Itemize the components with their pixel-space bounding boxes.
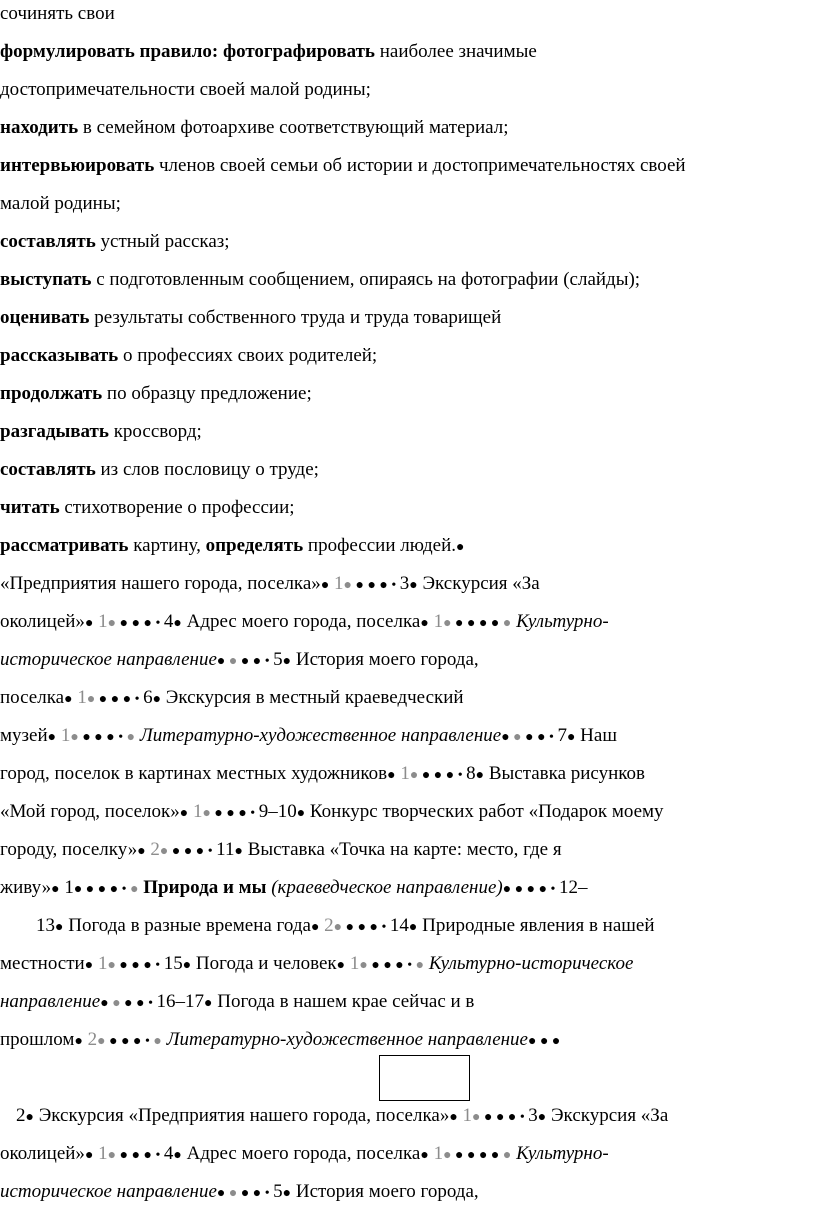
- text-run: ● ● ● •: [95, 692, 144, 707]
- text-run: ●: [112, 996, 121, 1011]
- text-run: устный рассказ;: [95, 231, 230, 252]
- text-line: [0, 344, 377, 368]
- text-run: профессии людей.: [303, 535, 456, 556]
- text-line: [0, 1180, 479, 1206]
- text-line: [0, 610, 609, 636]
- text-run: ●: [234, 844, 243, 859]
- text-run: Экскурсия «За: [417, 573, 540, 594]
- text-run: ●: [216, 654, 229, 669]
- text-run: 1: [428, 611, 444, 632]
- text-line: [0, 154, 686, 178]
- text-run: ●: [443, 1148, 452, 1163]
- text-run: ● ● ● •: [105, 1034, 154, 1049]
- text-run: ●: [333, 920, 343, 935]
- text-run: 1: [93, 1143, 108, 1164]
- text-run: рассматривать: [0, 535, 129, 556]
- text-run: ●: [502, 616, 512, 631]
- text-run: кроссворд;: [108, 421, 202, 442]
- text-run: ●: [472, 1110, 481, 1125]
- text-run: Культурно-историческое: [424, 953, 634, 974]
- text-line: [0, 838, 562, 864]
- text-run: 1: [428, 1143, 444, 1164]
- text-run: Экскурсия «Предприятия нашего города, поселка»: [33, 1105, 450, 1126]
- text-run: Конкурс творческих работ «Подарок моему: [305, 801, 664, 822]
- text-run: составлять: [0, 231, 96, 252]
- text-run: ●: [182, 958, 192, 973]
- text-run: ●: [296, 806, 306, 821]
- text-run: ●: [100, 996, 113, 1011]
- text-run: ●: [70, 730, 79, 745]
- text-run: 1: [72, 687, 87, 708]
- text-run: 1: [457, 1105, 473, 1126]
- text-run: 2: [82, 1029, 98, 1050]
- text-line: [0, 268, 640, 292]
- text-run: разгадывать: [0, 421, 109, 442]
- text-run: «Предприятия нашего города, поселка»: [0, 573, 321, 594]
- text-run: живу»: [0, 877, 52, 898]
- text-run: ●: [359, 958, 368, 973]
- text-run: Погода в разные времена года: [63, 915, 311, 936]
- text-run: Природные явления в нашей: [417, 915, 655, 936]
- text-line: [0, 648, 479, 674]
- text-run: ●: [228, 1186, 238, 1201]
- text-run: направление: [0, 991, 101, 1012]
- text-run: ●: [86, 692, 96, 707]
- text-line: [0, 762, 645, 788]
- text-run: Наш: [575, 725, 617, 746]
- text-run: Погода и человек: [191, 953, 337, 974]
- text-run: Литературно-художественное направление: [161, 1029, 528, 1050]
- text-run: ●: [502, 1148, 512, 1163]
- text-line: [0, 534, 464, 560]
- text-line: [0, 800, 664, 826]
- text-run: прошлом: [0, 1029, 75, 1050]
- text-run: рассказывать: [0, 345, 119, 366]
- text-run: 5: [273, 649, 283, 670]
- text-run: ●: [282, 1186, 292, 1201]
- text-run: околицей»: [0, 1143, 85, 1164]
- text-line: [0, 686, 464, 712]
- text-run: ●: [420, 1148, 429, 1163]
- text-run: ●: [107, 958, 116, 973]
- text-run: определять: [205, 535, 304, 556]
- text-run: 1: [56, 725, 71, 746]
- text-run: ●: [137, 844, 146, 859]
- text-run: 15: [163, 953, 183, 974]
- text-run: ●: [84, 616, 94, 631]
- text-run: ●: [282, 654, 292, 669]
- text-run: историческое направление: [0, 649, 217, 670]
- text-run: ●: [25, 1110, 34, 1125]
- text-run: членов своей семьи об истории и достопримечательностях своей: [154, 155, 686, 176]
- text-run: 2: [145, 839, 160, 860]
- text-line: [0, 990, 474, 1016]
- text-run: ●: [179, 806, 189, 821]
- text-run: ● ● •: [120, 996, 157, 1011]
- text-run: ●: [449, 1110, 458, 1125]
- text-run: Адрес моего города, поселка: [181, 611, 421, 632]
- text-run: ●: [173, 616, 182, 631]
- text-run: Погода в нашем крае сейчас и в: [212, 991, 475, 1012]
- text-run: формулировать правило: фотографировать: [0, 41, 375, 62]
- text-run: ●: [152, 692, 162, 707]
- text-run: ●: [566, 730, 576, 745]
- text-run: ●: [107, 616, 117, 631]
- text-run: результаты собственного труда и труда товарищей: [89, 307, 502, 328]
- text-run: 2: [319, 915, 334, 936]
- text-run: ●: [84, 958, 94, 973]
- text-run: 3: [528, 1105, 538, 1126]
- text-run: ●: [130, 882, 139, 897]
- text-run: Литературно-художественное направление: [135, 725, 502, 746]
- text-run: ● ● ● •: [82, 882, 131, 897]
- text-run: ●: [343, 578, 352, 593]
- text-run: ● ● ● •: [418, 768, 467, 783]
- text-run: 7: [557, 725, 567, 746]
- text-run: 5: [273, 1181, 283, 1202]
- text-run: по образцу предложение;: [102, 383, 312, 404]
- text-run: ●: [107, 1148, 117, 1163]
- text-run: ●: [456, 540, 465, 555]
- text-run: сочинять свои: [0, 3, 115, 24]
- text-run: ● ● ● •: [342, 920, 390, 935]
- text-line: [0, 116, 509, 140]
- text-run: История моего города,: [291, 1181, 479, 1202]
- text-run: ●: [173, 1148, 182, 1163]
- text-run: ●: [202, 806, 211, 821]
- text-run: оценивать: [0, 307, 90, 328]
- text-run: 1: [93, 953, 108, 974]
- text-run: ● ● ● ●: [451, 616, 503, 631]
- text-run: 14: [389, 915, 409, 936]
- text-run: ● ● ● ● •: [502, 882, 559, 897]
- text-run: ● ● ● •: [352, 578, 400, 593]
- text-run: ● ● ● •: [116, 1148, 164, 1163]
- text-run: ●: [320, 578, 330, 593]
- text-run: ●: [74, 1034, 83, 1049]
- text-run: 8: [466, 763, 476, 784]
- text-line: [0, 876, 587, 902]
- text-run: 6: [143, 687, 153, 708]
- text-run: 1: [188, 801, 203, 822]
- text-run: читать: [0, 497, 60, 518]
- text-run: музей: [0, 725, 48, 746]
- text-run: ●: [408, 920, 418, 935]
- text-run: наиболее значимые: [374, 41, 537, 62]
- text-line: [0, 2, 115, 26]
- text-run: ● ● ● ●: [451, 1148, 503, 1163]
- text-run: 1: [59, 877, 74, 898]
- text-run: с подготовленным сообщением, опираясь на фотографии (слайды);: [91, 269, 641, 290]
- text-run: 12–: [558, 877, 588, 898]
- text-run: 13: [36, 915, 55, 936]
- text-run: ●: [228, 654, 238, 669]
- text-run: ● ● ● •: [168, 844, 217, 859]
- text-run: ● ● •: [237, 654, 274, 669]
- text-run: ●: [420, 616, 429, 631]
- text-run: историческое направление: [0, 1181, 217, 1202]
- text-run: составлять: [0, 459, 96, 480]
- text-run: ●: [336, 958, 346, 973]
- text-run: ●: [84, 1148, 94, 1163]
- text-line: [0, 724, 617, 750]
- text-run: ● ● ● •: [367, 958, 416, 973]
- text-run: 1: [329, 573, 344, 594]
- text-run: ●: [126, 730, 136, 745]
- text-run: ●: [387, 768, 396, 783]
- text-run: 1: [345, 953, 360, 974]
- text-run: картину,: [128, 535, 206, 556]
- text-run: околицей»: [0, 611, 85, 632]
- text-run: о профессиях своих родителей;: [118, 345, 378, 366]
- text-run: ● ● ● •: [480, 1110, 529, 1125]
- text-run: 1: [395, 763, 410, 784]
- text-line: [0, 382, 312, 406]
- text-run: ● ● ● •: [115, 958, 164, 973]
- text-run: ●: [501, 730, 514, 745]
- text-run: интервьюировать: [0, 155, 155, 176]
- text-run: из слов пословицу о труде;: [95, 459, 319, 480]
- text-line: [0, 420, 202, 444]
- text-run: ● ● ●: [528, 1034, 561, 1049]
- text-run: ●: [409, 578, 418, 593]
- text-run: 3: [399, 573, 410, 594]
- text-run: малой родины;: [0, 193, 121, 214]
- text-run: ●: [51, 882, 60, 897]
- text-run: ●: [47, 730, 57, 745]
- text-run: 4: [163, 611, 174, 632]
- text-run: достопримечательности своей малой родины;: [0, 79, 371, 100]
- text-run: Экскурсия «За: [546, 1105, 669, 1126]
- text-run: 2: [16, 1105, 26, 1126]
- text-run: Культурно-: [511, 611, 609, 632]
- text-run: ●: [409, 768, 419, 783]
- text-run: Адрес моего города, поселка: [181, 1143, 421, 1164]
- text-run: Культурно-: [511, 1143, 609, 1164]
- text-run: ●: [159, 844, 169, 859]
- text-run: ●: [415, 958, 425, 973]
- text-run: ●: [204, 996, 213, 1011]
- text-run: ●: [310, 920, 320, 935]
- text-run: городу, поселку»: [0, 839, 138, 860]
- text-line: [0, 952, 633, 978]
- text-line: [16, 1104, 668, 1130]
- text-run: Выставка «Точка на карте: место, где я: [242, 839, 562, 860]
- text-run: ●: [73, 882, 83, 897]
- text-run: ●: [475, 768, 485, 783]
- text-line: [0, 192, 121, 216]
- text-run: ●: [55, 920, 64, 935]
- text-run: ●: [443, 616, 452, 631]
- text-run: ● ● ● •: [116, 616, 164, 631]
- text-run: ●: [64, 692, 73, 707]
- text-run: Выставка рисунков: [484, 763, 646, 784]
- text-run: ● ● ● •: [210, 806, 259, 821]
- text-run: ●: [153, 1034, 162, 1049]
- text-run: в семейном фотоархиве соответствующий материал;: [78, 117, 509, 138]
- text-line: [0, 40, 537, 64]
- text-line: [36, 914, 655, 940]
- text-run: 9–10: [258, 801, 297, 822]
- text-run: ●: [216, 1186, 229, 1201]
- text-line: [0, 306, 501, 330]
- text-run: ● ● •: [521, 730, 558, 745]
- text-run: ●: [97, 1034, 106, 1049]
- text-run: местности: [0, 953, 85, 974]
- text-run: 1: [93, 611, 108, 632]
- text-run: «Мой город, поселок»: [0, 801, 180, 822]
- text-run: поселка: [0, 687, 65, 708]
- text-run: ●: [537, 1110, 547, 1125]
- text-line: [0, 78, 371, 102]
- text-run: ● ● •: [237, 1186, 274, 1201]
- text-line: [0, 1028, 560, 1054]
- text-run: 11: [216, 839, 235, 860]
- text-run: продолжать: [0, 383, 103, 404]
- text-line: [0, 458, 319, 482]
- text-run: Экскурсия в местный краеведческий: [161, 687, 464, 708]
- text-line: [0, 572, 540, 598]
- text-line: [0, 1142, 609, 1168]
- text-run: выступать: [0, 269, 92, 290]
- text-run: стихотворение о профессии;: [59, 497, 295, 518]
- text-run: 4: [163, 1143, 174, 1164]
- text-run: 16–17: [156, 991, 204, 1012]
- text-line: [0, 230, 230, 254]
- text-run: (краеведческое направление): [266, 877, 503, 898]
- empty-frame-box: [379, 1055, 470, 1101]
- text-run: История моего города,: [291, 649, 479, 670]
- text-run: ●: [513, 730, 522, 745]
- text-run: находить: [0, 117, 79, 138]
- text-run: Природа и мы: [138, 877, 267, 898]
- text-run: город, поселок в картинах местных художников: [0, 763, 388, 784]
- text-line: [0, 496, 295, 520]
- text-run: ● ● ● •: [78, 730, 127, 745]
